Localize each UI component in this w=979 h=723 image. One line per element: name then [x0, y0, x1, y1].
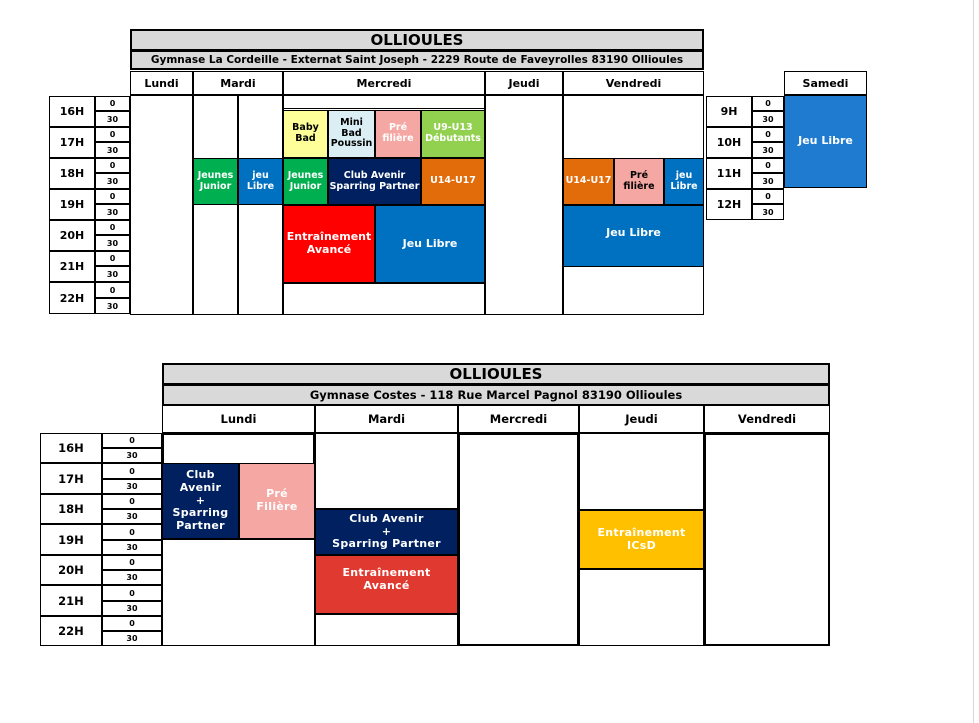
session-vendredi-jeu-libre: Jeu Libre	[563, 205, 704, 267]
hour-label: 18H	[49, 158, 95, 189]
minute-label: 0	[102, 616, 162, 631]
session-mardi-jeunes-junior: Jeunes Junior	[193, 158, 238, 205]
samedi-hour-label: 10H	[706, 127, 752, 158]
session-lundi-pre-filiere: Pré Filière	[239, 463, 315, 539]
minute-label: 0	[752, 96, 784, 111]
day-column-mercredi	[458, 433, 579, 646]
minute-label: 0	[95, 96, 130, 111]
minute-label: 30	[102, 601, 162, 616]
hour-label: 22H	[40, 616, 102, 646]
minute-label: 30	[102, 540, 162, 555]
minute-label: 0	[102, 585, 162, 601]
minute-label: 30	[752, 173, 784, 189]
minute-label: 30	[102, 509, 162, 524]
gym-address: Gymnase La Cordeille - Externat Saint Joseph - 2229 Route de Faveyrolles 83190 Ollioules	[130, 50, 704, 70]
day-header-jeudi: Jeudi	[579, 405, 704, 433]
day-column-jeudi	[485, 95, 563, 315]
day-header-mercredi: Mercredi	[283, 71, 485, 95]
session-vendredi-jeu-libre-small: jeu Libre	[664, 158, 704, 205]
samedi-hour-label: 12H	[706, 189, 752, 220]
minute-label: 0	[752, 127, 784, 142]
minute-label: 30	[102, 479, 162, 494]
day-header-jeudi: Jeudi	[485, 71, 563, 95]
mercredi-22h-slot	[283, 283, 485, 315]
hour-label: 16H	[49, 96, 95, 127]
session-mercredi-jeunes-junior: Jeunes Junior	[283, 158, 328, 205]
session-samedi-jeu-libre: Jeu Libre	[784, 95, 867, 188]
minute-label: 30	[752, 204, 784, 220]
day-header-mardi: Mardi	[193, 71, 283, 95]
minute-label: 30	[95, 235, 130, 251]
hour-label: 21H	[49, 251, 95, 282]
session-mercredi-u14-u17: U14-U17	[421, 158, 485, 205]
minute-label: 30	[102, 631, 162, 646]
minute-label: 0	[95, 220, 130, 235]
city-title: OLLIOULES	[130, 29, 704, 51]
minute-label: 0	[95, 127, 130, 142]
minute-label: 0	[95, 282, 130, 298]
hour-label: 17H	[40, 463, 102, 494]
minute-label: 30	[102, 448, 162, 463]
day-header-lundi: Lundi	[130, 71, 193, 95]
minute-label: 0	[752, 189, 784, 204]
lundi-empty-slot-late	[162, 539, 315, 646]
minute-label: 0	[102, 494, 162, 509]
day-header-vendredi: Vendredi	[563, 71, 704, 95]
minute-label: 0	[95, 251, 130, 266]
hour-label: 20H	[49, 220, 95, 251]
mercredi-16h-slot	[283, 95, 485, 109]
hour-label: 19H	[49, 189, 95, 220]
minute-label: 0	[102, 524, 162, 540]
mardi-empty-slot-late	[315, 614, 458, 646]
minute-label: 30	[95, 298, 130, 314]
session-jeudi-entrainement-icsd: Entraînement ICsD	[579, 510, 704, 569]
session-u9-u13: U9-U13 Débutants	[421, 110, 485, 158]
day-column-lundi	[130, 95, 193, 315]
hour-label: 16H	[40, 433, 102, 463]
jeudi-empty-slot	[579, 433, 704, 510]
city-title: OLLIOULES	[162, 363, 830, 385]
gym-address: Gymnase Costes - 118 Rue Marcel Pagnol 83190 Ollioules	[162, 384, 830, 406]
session-mercredi-jeu-libre: Jeu Libre	[375, 205, 485, 283]
day-header-samedi: Samedi	[784, 71, 867, 95]
hour-label: 19H	[40, 524, 102, 555]
session-mini-bad-poussin: Mini Bad Poussin	[328, 110, 375, 158]
day-header-mardi: Mardi	[315, 405, 458, 433]
jeudi-empty-slot-late	[579, 569, 704, 646]
minute-label: 30	[95, 266, 130, 282]
session-lundi-club-avenir: Club Avenir + Sparring Partner	[162, 463, 239, 539]
session-mardi-jeu-libre: jeu Libre	[238, 158, 283, 205]
minute-label: 30	[95, 173, 130, 189]
minute-label: 0	[102, 555, 162, 570]
day-header-lundi: Lundi	[162, 405, 315, 433]
mardi-empty-slot	[315, 433, 458, 509]
minute-label: 30	[752, 142, 784, 158]
minute-label: 30	[95, 111, 130, 127]
minute-label: 0	[102, 463, 162, 479]
session-mardi-entrainement-avance: Entraînement Avancé	[315, 555, 458, 614]
hour-label: 22H	[49, 282, 95, 314]
minute-label: 0	[752, 158, 784, 173]
hour-label: 21H	[40, 585, 102, 616]
session-mardi-club-avenir: Club Avenir + Sparring Partner	[315, 509, 458, 555]
day-column-mardi-b	[238, 95, 283, 315]
hour-label: 20H	[40, 555, 102, 585]
day-header-vendredi: Vendredi	[704, 405, 830, 433]
minute-label: 30	[95, 204, 130, 220]
minute-label: 0	[95, 158, 130, 173]
day-column-vendredi	[704, 433, 830, 646]
minute-label: 30	[752, 111, 784, 127]
session-vendredi-pre-filiere: Pré filière	[614, 158, 664, 205]
session-pre-filiere: Pré filière	[375, 110, 421, 158]
session-entrainement-avance: Entraînement Avancé	[283, 205, 375, 283]
minute-label: 30	[95, 142, 130, 158]
samedi-hour-label: 11H	[706, 158, 752, 189]
hour-label: 17H	[49, 127, 95, 158]
samedi-hour-label: 9H	[706, 96, 752, 127]
minute-label: 0	[102, 433, 162, 448]
day-header-mercredi: Mercredi	[458, 405, 579, 433]
session-vendredi-u14-u17: U14-U17	[563, 158, 614, 205]
session-baby-bad: Baby Bad	[283, 110, 328, 158]
day-column-mardi-a	[193, 95, 238, 315]
hour-label: 18H	[40, 494, 102, 524]
minute-label: 0	[95, 189, 130, 204]
page-edge	[973, 0, 974, 723]
session-club-avenir: Club Avenir Sparring Partner	[328, 158, 421, 205]
minute-label: 30	[102, 570, 162, 585]
